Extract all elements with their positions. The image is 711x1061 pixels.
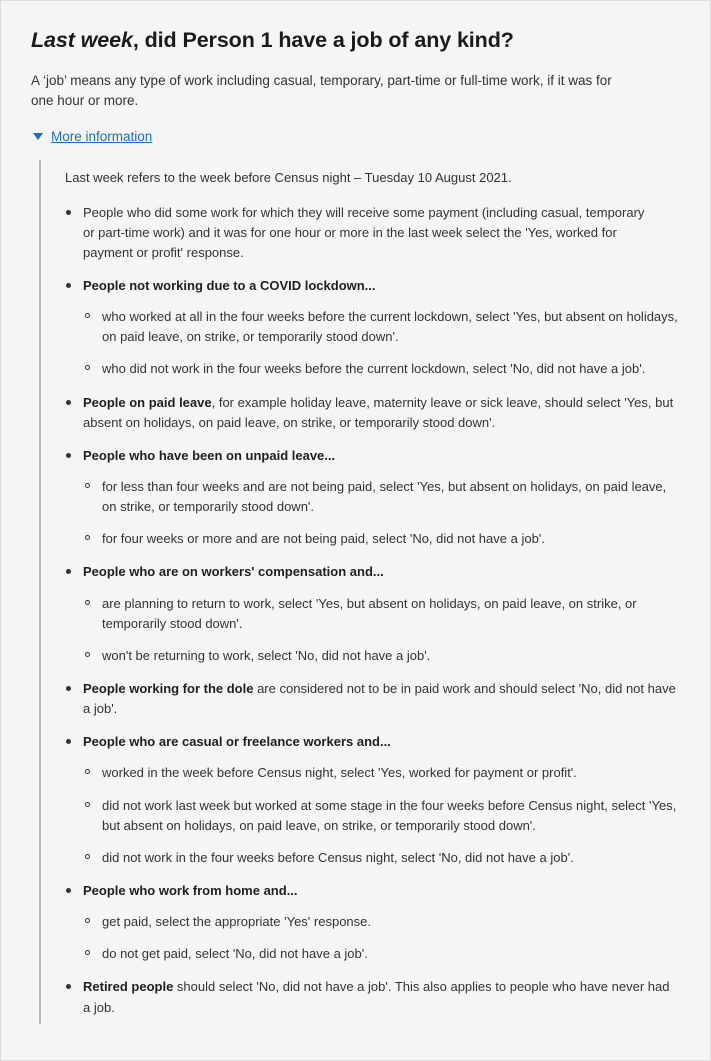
sub-list-item: did not work last week but worked at some stage in the four weeks before Census night, select 'Yes, but absent on holidays, on paid leave, on strike, or temporarily stood down'.: [83, 796, 680, 836]
page-title-rest: , did Person 1 have a job of any kind?: [132, 28, 514, 52]
list-item-bold: People who have been on unpaid leave...: [83, 447, 336, 463]
list-item-bold: People who are on workers' compensation and...: [83, 564, 384, 580]
sub-list-item: who did not work in the four weeks before the current lockdown, select 'No, did not have a job'.: [83, 359, 680, 379]
sub-list: [83, 477, 680, 549]
more-information-panel: [39, 160, 680, 1023]
sub-list-item: did not work in the four weeks before Census night, select 'No, did not have a job'.: [83, 848, 680, 868]
list-item: [65, 393, 680, 433]
info-lead-text: Last week refers to the week before Census night – Tuesday 10 August 2021.: [65, 170, 512, 186]
sub-list-item: do not get paid, select 'No, did not have a job'.: [83, 944, 680, 964]
list-item: [65, 562, 680, 666]
list-item-bold: People working for the dole: [83, 680, 254, 696]
list-item: [65, 977, 680, 1017]
list-item-bold: People who work from home and...: [83, 882, 298, 898]
list-item-text: , for example holiday leave, maternity leave or sick leave, should select 'Yes, but absent on holidays, on paid leave, on strike, or temporarily stood down'.: [83, 394, 674, 430]
list-item-bold: People not working due to a COVID lockdown...: [83, 278, 376, 293]
sub-list-item: get paid, select the appropriate 'Yes' response.: [83, 912, 680, 932]
question-description: A ‘job’ means any type of work including casual, temporary, part-time or full-time work, if it was for one hour or more.: [31, 72, 612, 109]
list-item: [65, 679, 680, 719]
info-list: [65, 203, 680, 1018]
sub-list: [83, 912, 680, 964]
chevron-down-icon: [33, 133, 43, 140]
sub-list-item: for less than four weeks and are not being paid, select 'Yes, but absent on holidays, on paid leave, on strike, or temporarily stood down'.: [83, 477, 680, 517]
list-item-bold: People on paid leave: [83, 394, 212, 410]
list-item: [65, 276, 680, 380]
more-information-label[interactable]: More information: [51, 129, 153, 145]
list-item-text: People who did some work for which they will receive some payment (including casual, temporary or part-time work) and it was for one hour or more in the last week select the 'Yes, worked for payment or profit' response.: [83, 204, 645, 260]
list-item: [65, 203, 680, 263]
list-item: [65, 732, 680, 868]
list-item: [65, 446, 680, 550]
sub-list-item: won't be returning to work, select 'No, did not have a job'.: [83, 646, 680, 666]
sub-list: [83, 594, 680, 666]
more-information-toggle[interactable]: [33, 129, 680, 144]
list-item: [65, 881, 680, 964]
sub-list: [83, 763, 680, 868]
sub-list-item: worked in the week before Census night, select 'Yes, worked for payment or profit'.: [83, 763, 680, 783]
sub-list-item: are planning to return to work, select 'Yes, but absent on holidays, on paid leave, on strike, or temporarily stood down'.: [83, 594, 680, 634]
list-item-text: should select 'No, did not have a job'. This also applies to people who have never had a job.: [83, 979, 670, 1015]
list-item-bold: People who are casual or freelance workers and...: [83, 734, 391, 750]
sub-list-item: for four weeks or more and are not being paid, select 'No, did not have a job'.: [83, 529, 680, 549]
page-title-emphasis: Last week: [31, 28, 133, 52]
list-item-text: are considered not to be in paid work and should select 'No, did not have a job'.: [83, 680, 676, 717]
page-title: [31, 27, 680, 55]
sub-list: [83, 307, 680, 379]
list-item-bold: Retired people: [83, 979, 174, 995]
sub-list-item: who worked at all in the four weeks before the current lockdown, select 'Yes, but absent on holidays, on paid leave, on strike, or temporarily stood down'.: [83, 307, 680, 347]
